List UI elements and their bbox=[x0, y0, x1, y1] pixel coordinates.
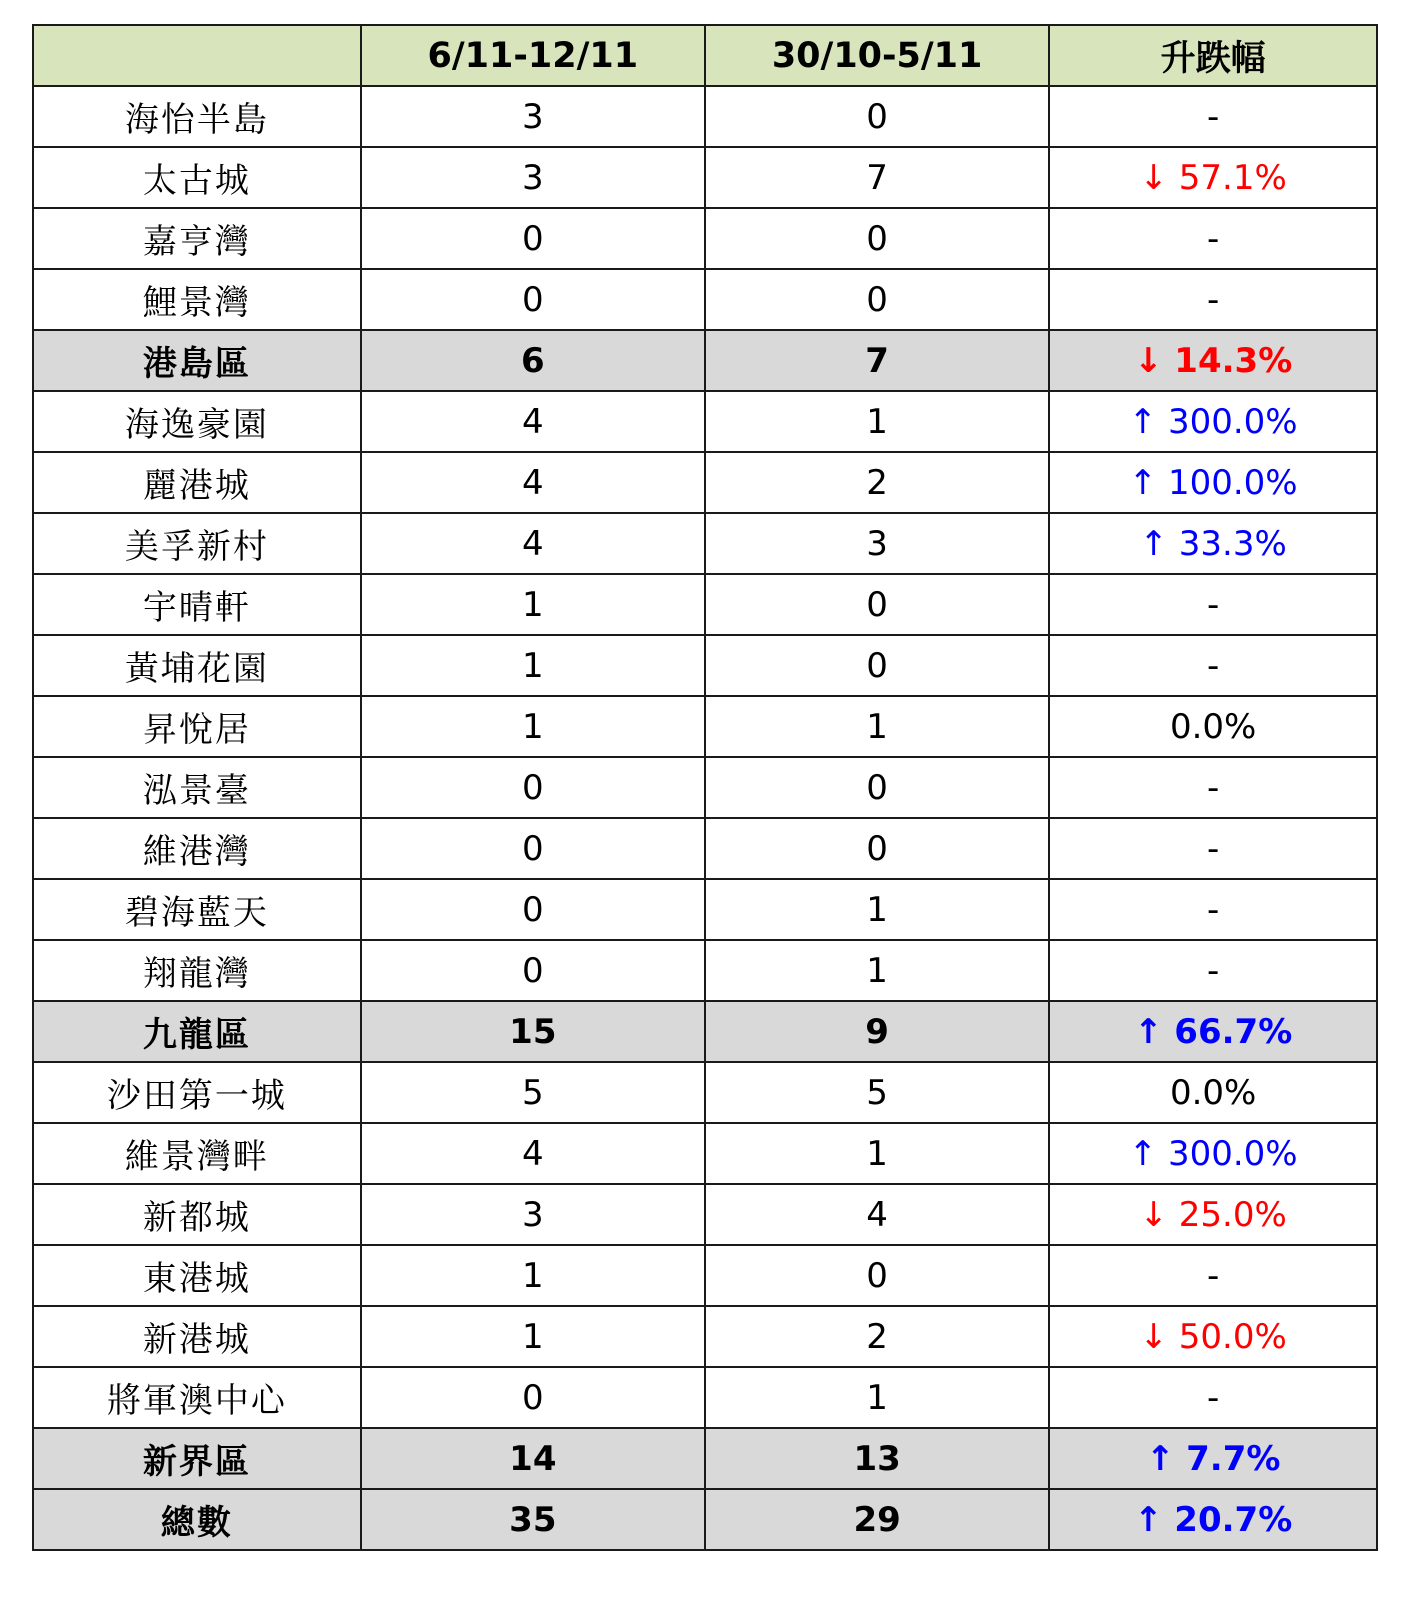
estate-name-cell: 黃埔花園 bbox=[33, 635, 361, 696]
estate-name-cell: 九龍區 bbox=[33, 1001, 361, 1062]
previous-week-cell: 7 bbox=[705, 330, 1049, 391]
change-cell: ↑ 33.3% bbox=[1049, 513, 1377, 574]
current-week-cell: 3 bbox=[361, 1184, 705, 1245]
table-row bbox=[33, 1306, 1377, 1367]
table-row bbox=[33, 86, 1377, 147]
change-cell: - bbox=[1049, 269, 1377, 330]
current-week-cell: 3 bbox=[361, 86, 705, 147]
change-cell: ↓ 57.1% bbox=[1049, 147, 1377, 208]
previous-week-cell: 1 bbox=[705, 1123, 1049, 1184]
change-cell: - bbox=[1049, 1367, 1377, 1428]
change-cell: ↑ 100.0% bbox=[1049, 452, 1377, 513]
previous-week-cell: 1 bbox=[705, 940, 1049, 1001]
current-week-cell: 14 bbox=[361, 1428, 705, 1489]
change-cell: 0.0% bbox=[1049, 696, 1377, 757]
change-cell: ↑ 20.7% bbox=[1049, 1489, 1377, 1550]
table-row bbox=[33, 1245, 1377, 1306]
change-cell: - bbox=[1049, 86, 1377, 147]
previous-week-cell: 1 bbox=[705, 1367, 1049, 1428]
change-cell: ↑ 66.7% bbox=[1049, 1001, 1377, 1062]
table-row bbox=[33, 1062, 1377, 1123]
table-body bbox=[33, 86, 1377, 1550]
change-cell: - bbox=[1049, 757, 1377, 818]
subtotal-row bbox=[33, 1428, 1377, 1489]
table-row bbox=[33, 574, 1377, 635]
current-week-cell: 0 bbox=[361, 879, 705, 940]
estate-name-cell: 維港灣 bbox=[33, 818, 361, 879]
estate-name-cell: 新界區 bbox=[33, 1428, 361, 1489]
transactions-table bbox=[32, 24, 1378, 1551]
estate-name-cell: 將軍澳中心 bbox=[33, 1367, 361, 1428]
change-cell: ↑ 300.0% bbox=[1049, 1123, 1377, 1184]
current-week-cell: 0 bbox=[361, 208, 705, 269]
header-estate bbox=[33, 25, 361, 86]
change-cell: - bbox=[1049, 940, 1377, 1001]
change-cell: - bbox=[1049, 574, 1377, 635]
previous-week-cell: 0 bbox=[705, 1245, 1049, 1306]
current-week-cell: 1 bbox=[361, 574, 705, 635]
table-row bbox=[33, 391, 1377, 452]
estate-name-cell: 海逸豪園 bbox=[33, 391, 361, 452]
current-week-cell: 3 bbox=[361, 147, 705, 208]
change-cell: ↓ 14.3% bbox=[1049, 330, 1377, 391]
estate-name-cell: 嘉亨灣 bbox=[33, 208, 361, 269]
previous-week-cell: 0 bbox=[705, 757, 1049, 818]
estate-name-cell: 太古城 bbox=[33, 147, 361, 208]
current-week-cell: 1 bbox=[361, 1245, 705, 1306]
estate-name-cell: 宇晴軒 bbox=[33, 574, 361, 635]
change-cell: - bbox=[1049, 1245, 1377, 1306]
subtotal-row bbox=[33, 1001, 1377, 1062]
estate-name-cell: 新都城 bbox=[33, 1184, 361, 1245]
change-cell: 0.0% bbox=[1049, 1062, 1377, 1123]
header-current-week: 6/11-12/11 bbox=[361, 25, 705, 86]
current-week-cell: 0 bbox=[361, 269, 705, 330]
previous-week-cell: 0 bbox=[705, 818, 1049, 879]
current-week-cell: 0 bbox=[361, 940, 705, 1001]
estate-name-cell: 麗港城 bbox=[33, 452, 361, 513]
table-row bbox=[33, 757, 1377, 818]
estate-name-cell: 沙田第一城 bbox=[33, 1062, 361, 1123]
previous-week-cell: 0 bbox=[705, 86, 1049, 147]
current-week-cell: 6 bbox=[361, 330, 705, 391]
estate-name-cell: 海怡半島 bbox=[33, 86, 361, 147]
current-week-cell: 15 bbox=[361, 1001, 705, 1062]
estate-name-cell: 港島區 bbox=[33, 330, 361, 391]
estate-name-cell: 新港城 bbox=[33, 1306, 361, 1367]
current-week-cell: 4 bbox=[361, 391, 705, 452]
current-week-cell: 1 bbox=[361, 1306, 705, 1367]
estate-name-cell: 總數 bbox=[33, 1489, 361, 1550]
header-change: 升跌幅 bbox=[1049, 25, 1377, 86]
previous-week-cell: 3 bbox=[705, 513, 1049, 574]
previous-week-cell: 0 bbox=[705, 635, 1049, 696]
change-cell: - bbox=[1049, 879, 1377, 940]
current-week-cell: 4 bbox=[361, 513, 705, 574]
previous-week-cell: 2 bbox=[705, 452, 1049, 513]
header-row bbox=[33, 25, 1377, 86]
subtotal-row bbox=[33, 1489, 1377, 1550]
current-week-cell: 5 bbox=[361, 1062, 705, 1123]
current-week-cell: 4 bbox=[361, 452, 705, 513]
table-row bbox=[33, 269, 1377, 330]
previous-week-cell: 1 bbox=[705, 879, 1049, 940]
subtotal-row bbox=[33, 330, 1377, 391]
header-previous-week: 30/10-5/11 bbox=[705, 25, 1049, 86]
current-week-cell: 1 bbox=[361, 696, 705, 757]
table-header bbox=[33, 25, 1377, 86]
table-row bbox=[33, 513, 1377, 574]
current-week-cell: 35 bbox=[361, 1489, 705, 1550]
previous-week-cell: 0 bbox=[705, 574, 1049, 635]
table-row bbox=[33, 818, 1377, 879]
estate-name-cell: 昇悅居 bbox=[33, 696, 361, 757]
table-row bbox=[33, 940, 1377, 1001]
table-row bbox=[33, 696, 1377, 757]
table-row bbox=[33, 452, 1377, 513]
estate-name-cell: 美孚新村 bbox=[33, 513, 361, 574]
estate-name-cell: 維景灣畔 bbox=[33, 1123, 361, 1184]
table-row bbox=[33, 147, 1377, 208]
current-week-cell: 1 bbox=[361, 635, 705, 696]
change-cell: - bbox=[1049, 635, 1377, 696]
current-week-cell: 0 bbox=[361, 1367, 705, 1428]
previous-week-cell: 1 bbox=[705, 391, 1049, 452]
current-week-cell: 0 bbox=[361, 757, 705, 818]
change-cell: ↓ 50.0% bbox=[1049, 1306, 1377, 1367]
table-row bbox=[33, 1123, 1377, 1184]
previous-week-cell: 7 bbox=[705, 147, 1049, 208]
previous-week-cell: 0 bbox=[705, 269, 1049, 330]
table-row bbox=[33, 1367, 1377, 1428]
previous-week-cell: 5 bbox=[705, 1062, 1049, 1123]
table-row bbox=[33, 879, 1377, 940]
previous-week-cell: 2 bbox=[705, 1306, 1049, 1367]
current-week-cell: 0 bbox=[361, 818, 705, 879]
table-row bbox=[33, 635, 1377, 696]
current-week-cell: 4 bbox=[361, 1123, 705, 1184]
estate-name-cell: 泓景臺 bbox=[33, 757, 361, 818]
table-row bbox=[33, 208, 1377, 269]
previous-week-cell: 1 bbox=[705, 696, 1049, 757]
previous-week-cell: 0 bbox=[705, 208, 1049, 269]
change-cell: - bbox=[1049, 818, 1377, 879]
estate-name-cell: 翔龍灣 bbox=[33, 940, 361, 1001]
estate-name-cell: 碧海藍天 bbox=[33, 879, 361, 940]
change-cell: ↑ 300.0% bbox=[1049, 391, 1377, 452]
previous-week-cell: 9 bbox=[705, 1001, 1049, 1062]
previous-week-cell: 13 bbox=[705, 1428, 1049, 1489]
previous-week-cell: 29 bbox=[705, 1489, 1049, 1550]
estate-name-cell: 鯉景灣 bbox=[33, 269, 361, 330]
change-cell: ↓ 25.0% bbox=[1049, 1184, 1377, 1245]
table-row bbox=[33, 1184, 1377, 1245]
change-cell: - bbox=[1049, 208, 1377, 269]
estate-name-cell: 東港城 bbox=[33, 1245, 361, 1306]
change-cell: ↑ 7.7% bbox=[1049, 1428, 1377, 1489]
previous-week-cell: 4 bbox=[705, 1184, 1049, 1245]
